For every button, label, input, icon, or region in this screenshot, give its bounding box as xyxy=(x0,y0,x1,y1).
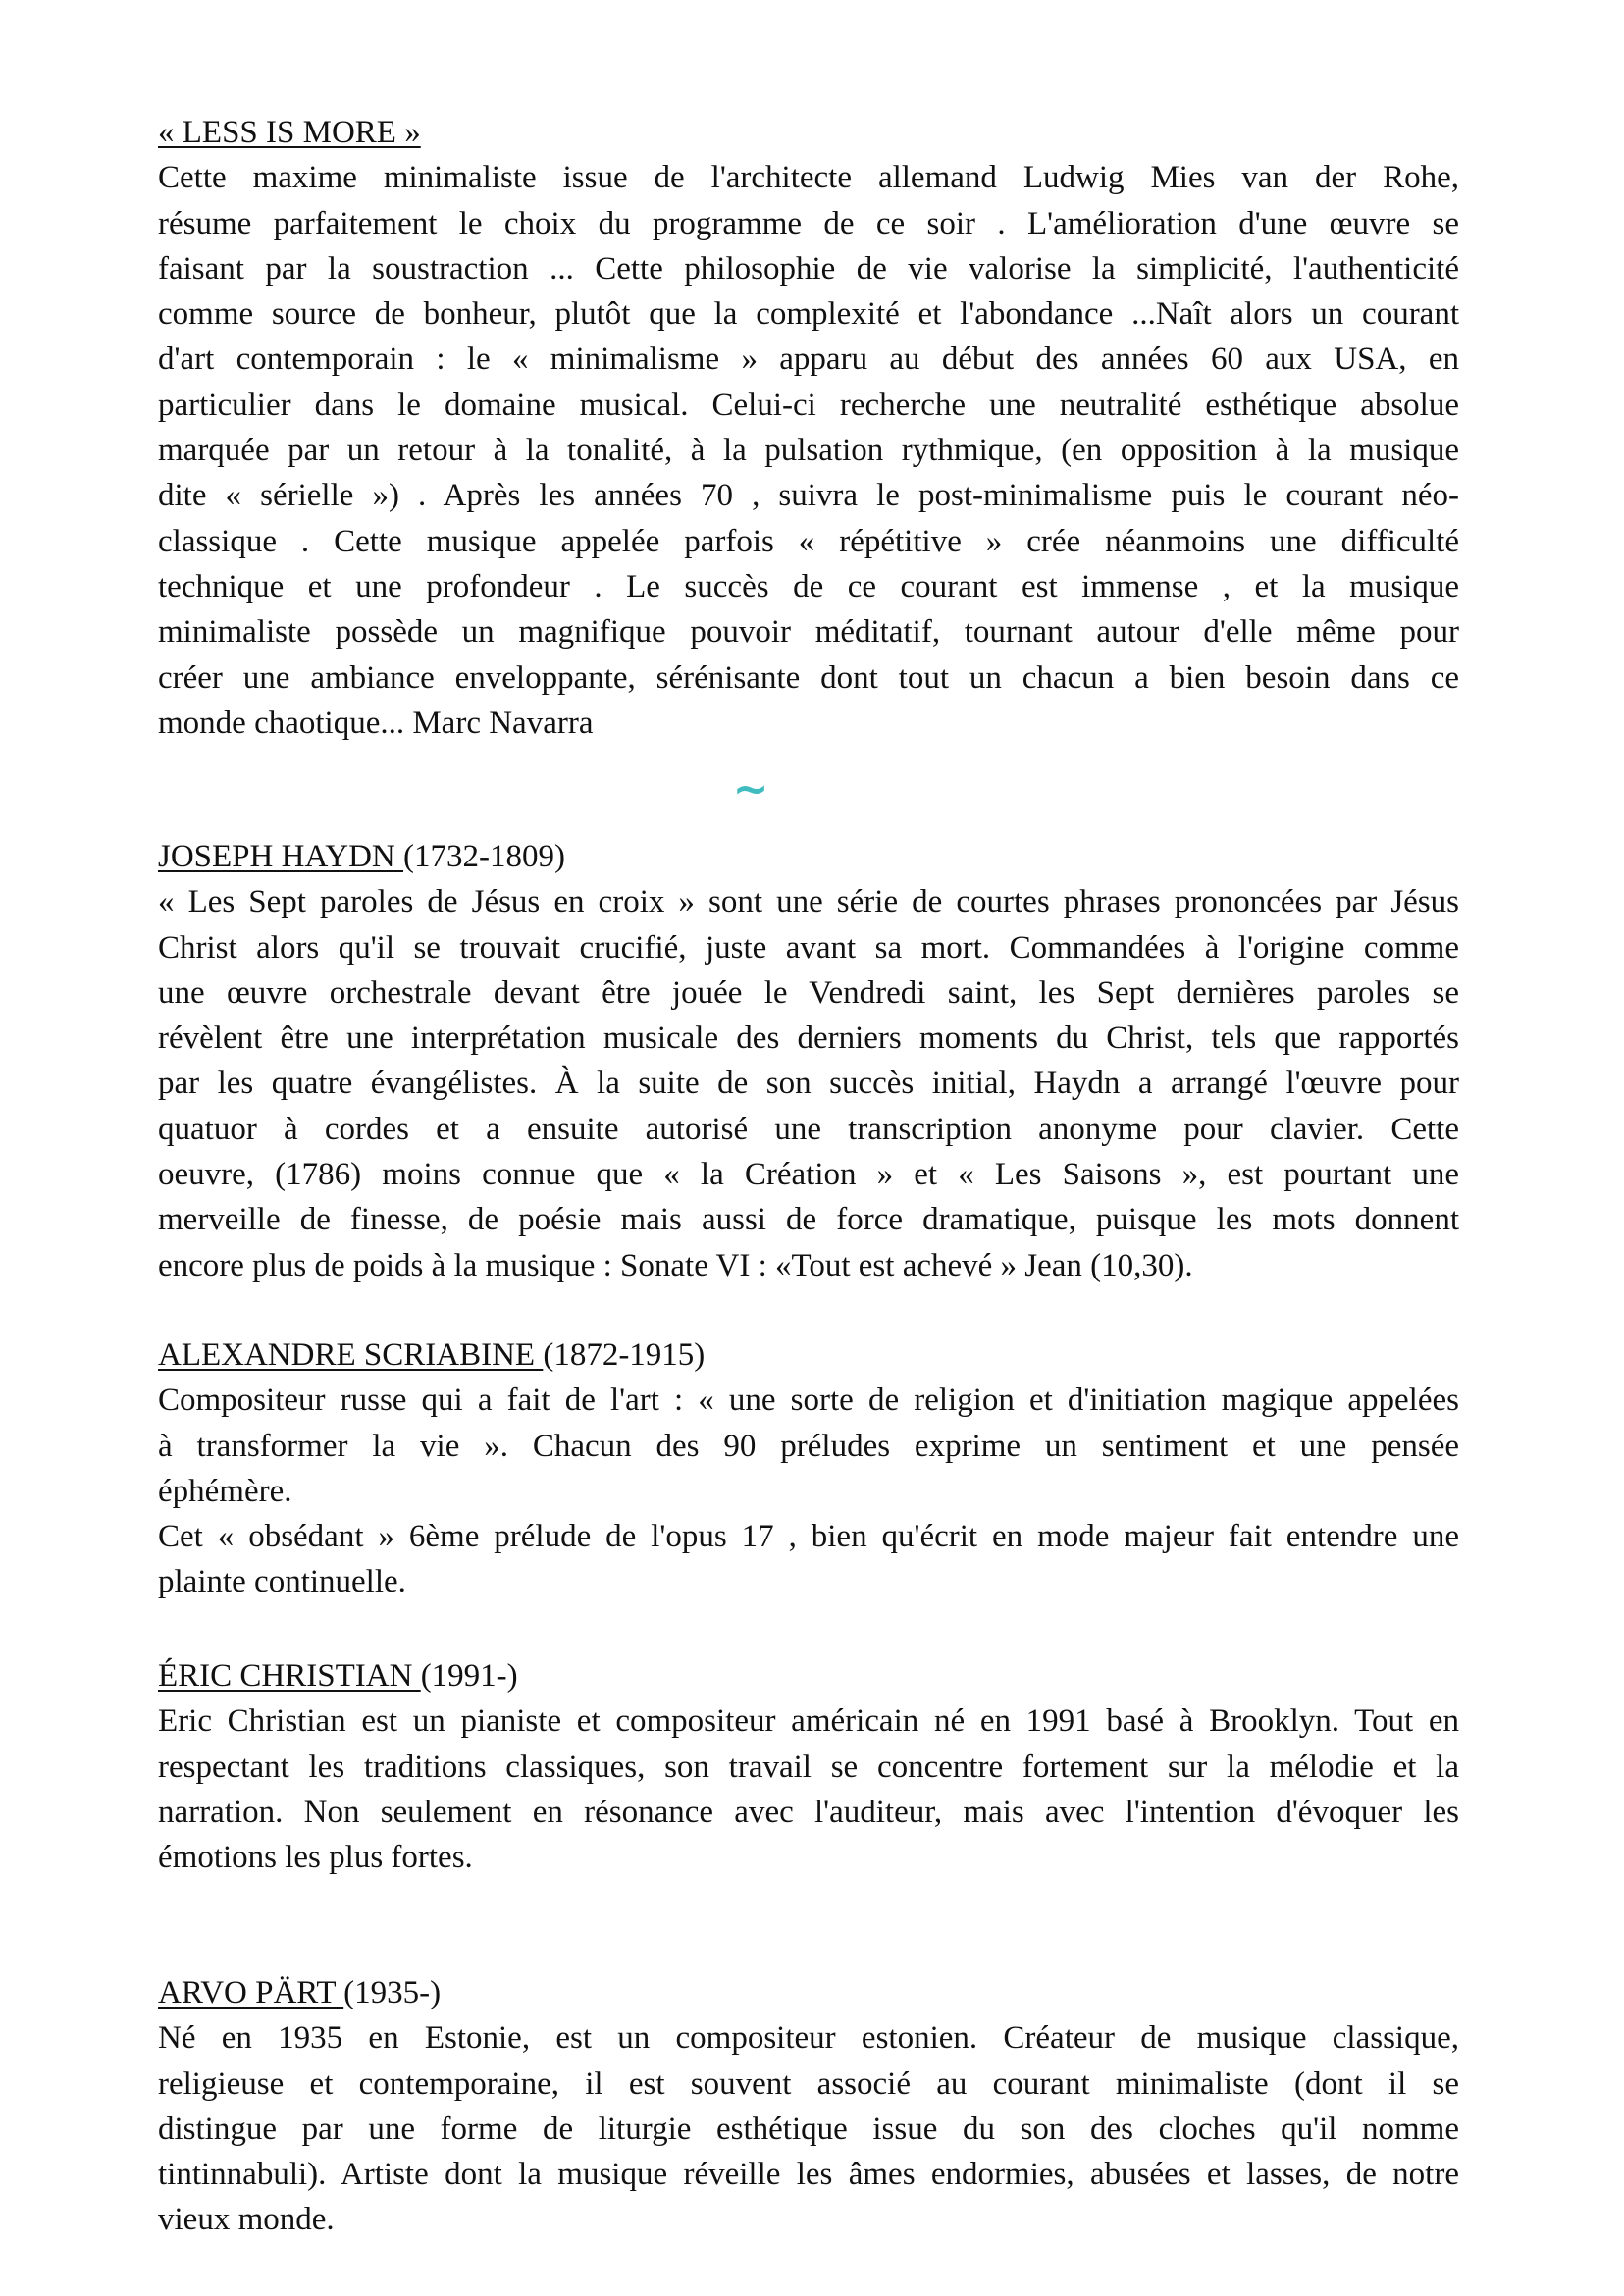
body-line: technique et une profondeur . Le succès de ce courant est immense , et la musique xyxy=(158,568,1459,604)
body-line: Christ alors qu'il se trouvait crucifié, juste avant sa mort. Commandées à l'origine comme xyxy=(158,929,1459,965)
body-line: distingue par une forme de liturgie esthétique issue du son des cloches qu'il nomme xyxy=(158,2111,1459,2147)
body-line: vieux monde. xyxy=(158,2202,335,2238)
composer-dates: (1991-) xyxy=(420,1658,518,1694)
body-line: révèlent être une interprétation musicale des derniers moments du Christ, tels que rapportés xyxy=(158,1020,1459,1057)
section-body xyxy=(158,1378,1459,1604)
section-body xyxy=(158,155,1459,746)
body-line: une œuvre orchestrale devant être jouée le Vendredi saint, les Sept dernières paroles se xyxy=(158,974,1459,1011)
body-line: émotions les plus fortes. xyxy=(158,1840,473,1876)
body-line: plainte continuelle. xyxy=(158,1564,406,1600)
body-line: résume parfaitement le choix du programme de ce soir . L'amélioration d'une œuvre se xyxy=(158,205,1459,241)
body-line: d'art contemporain : le « minimalisme » apparu au début des années 60 aux USA, en xyxy=(158,341,1459,378)
composer-name: ÉRIC CHRISTIAN xyxy=(158,1658,421,1694)
section-arvo-part xyxy=(158,1970,1459,2243)
section-heading xyxy=(158,1970,1459,2015)
section-heading xyxy=(158,1332,1459,1378)
section-body xyxy=(158,879,1459,1288)
body-line: par les quatre évangélistes. À la suite de son succès initial, Haydn a arrangé l'œuvre pour xyxy=(158,1066,1459,1102)
composer-name: ALEXANDRE SCRIABINE xyxy=(158,1337,544,1373)
composer-dates: (1732-1809) xyxy=(403,839,565,874)
section-body xyxy=(158,1698,1459,1880)
body-line: Eric Christian est un pianiste et compositeur américain né en 1991 basé à Brooklyn. Tout en xyxy=(158,1703,1459,1740)
body-line: respectant les traditions classiques, son travail se concentre fortement sur la mélodie et la xyxy=(158,1748,1459,1785)
section-body xyxy=(158,2015,1459,2242)
body-line: particulier dans le domaine musical. Celui-ci recherche une neutralité esthétique absolue xyxy=(158,387,1459,423)
body-line: à transformer la vie ». Chacun des 90 préludes exprime un sentiment et une pensée xyxy=(158,1428,1459,1464)
body-line: quatuor à cordes et a ensuite autorisé une transcription anonyme pour clavier. Cette xyxy=(158,1111,1459,1147)
body-line: marquée par un retour à la tonalité, à la pulsation rythmique, (en opposition à la musique xyxy=(158,433,1459,469)
body-line: tintinnabuli). Artiste dont la musique réveille les âmes endormies, abusées et lasses, de notre xyxy=(158,2157,1459,2193)
body-line: éphémère. xyxy=(158,1473,292,1509)
composer-name: ARVO PÄRT xyxy=(158,1975,344,2010)
body-line: « Les Sept paroles de Jésus en croix » sont une série de courtes phrases prononcées par Jésus xyxy=(158,884,1459,920)
body-line: faisant par la soustraction ... Cette philosophie de vie valorise la simplicité, l'authenticité xyxy=(158,250,1459,287)
composer-name: JOSEPH HAYDN xyxy=(158,839,403,874)
composer-dates: (1872-1915) xyxy=(543,1337,706,1373)
body-line: Né en 1935 en Estonie, est un compositeur estonien. Créateur de musique classique, xyxy=(158,2020,1459,2057)
body-line: religieuse et contemporaine, il est souvent associé au courant minimaliste (dont il se xyxy=(158,2065,1459,2102)
heading-title: « LESS IS MORE » xyxy=(158,115,421,150)
body-line: narration. Non seulement en résonance avec l'auditeur, mais avec l'intention d'évoquer les xyxy=(158,1794,1459,1830)
section-heading xyxy=(158,1653,1459,1698)
section-less-is-more xyxy=(158,110,1459,746)
body-line: merveille de finesse, de poésie mais aussi de force dramatique, puisque les mots donnent xyxy=(158,1202,1459,1238)
body-line: Cette maxime minimaliste issue de l'architecte allemand Ludwig Mies van der Rohe, xyxy=(158,160,1459,196)
body-line: comme source de bonheur, plutôt que la complexité et l'abondance ...Naît alors un courant xyxy=(158,296,1459,333)
body-line: Compositeur russe qui a fait de l'art : « une sorte de religion et d'initiation magique appelées xyxy=(158,1383,1459,1419)
section-heading xyxy=(158,834,1459,879)
tilde-divider-icon: ~ xyxy=(732,764,769,814)
section-scriabine xyxy=(158,1332,1459,1605)
body-line: créer une ambiance enveloppante, sérénisante dont tout un chacun a bien besoin dans ce xyxy=(158,659,1459,696)
composer-dates: (1935-) xyxy=(343,1975,442,2010)
body-line: oeuvre, (1786) moins connue que « la Création » et « Les Saisons », est pourtant une xyxy=(158,1157,1459,1193)
section-haydn xyxy=(158,834,1459,1288)
body-line-signature: monde chaotique... Marc Navarra xyxy=(158,704,594,741)
body-line: encore plus de poids à la musique : Sonate VI : «Tout est achevé » Jean (10,30). xyxy=(158,1247,1193,1283)
body-line: classique . Cette musique appelée parfois « répétitive » crée néanmoins une difficulté xyxy=(158,523,1459,559)
body-line: minimaliste possède un magnifique pouvoir méditatif, tournant autour d'elle même pour xyxy=(158,614,1459,651)
body-line: Cet « obsédant » 6ème prélude de l'opus 17 , bien qu'écrit en mode majeur fait entendre une xyxy=(158,1519,1459,1555)
body-line: dite « sérielle ») . Après les années 70 , suivra le post-minimalisme puis le courant néo- xyxy=(158,478,1459,514)
section-eric-christian xyxy=(158,1653,1459,1880)
section-heading xyxy=(158,110,1459,155)
